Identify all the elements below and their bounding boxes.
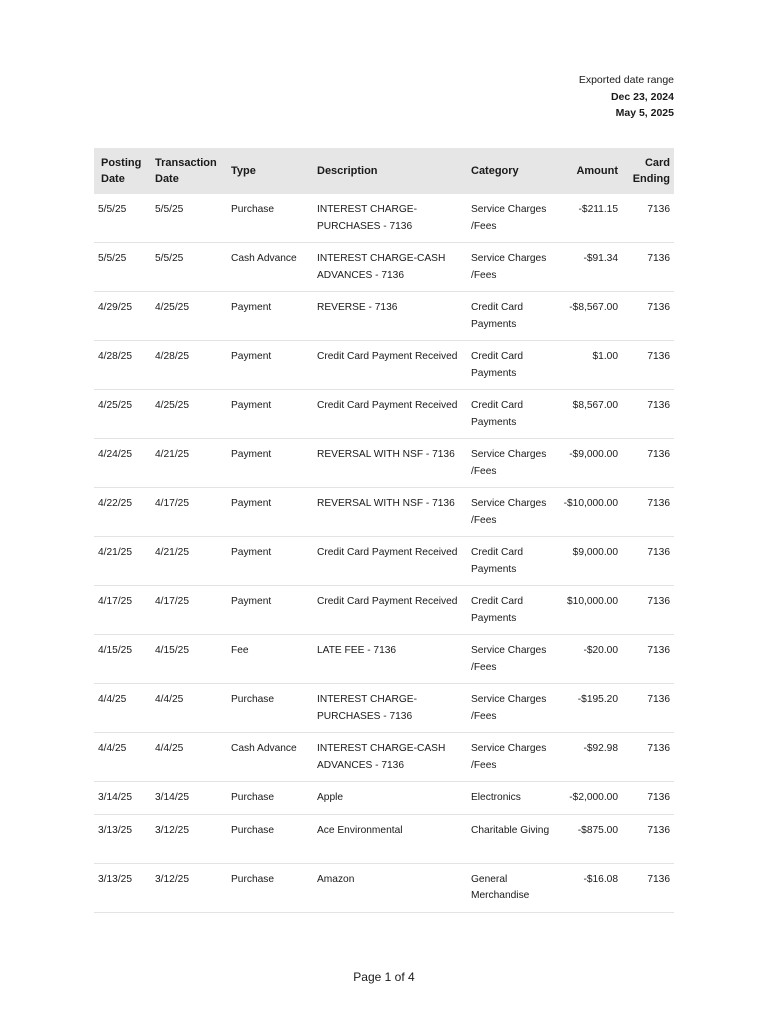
category-cell: Service Charges /Fees [467, 243, 558, 292]
card-ending-cell: 7136 [622, 733, 674, 782]
card-ending-cell: 7136 [622, 488, 674, 537]
amount-cell: -$91.34 [558, 243, 622, 292]
description-cell: Amazon [313, 863, 467, 912]
category-cell: Service Charges /Fees [467, 439, 558, 488]
table-row [94, 341, 674, 390]
category-cell: Service Charges /Fees [467, 733, 558, 782]
posting-date-cell: 3/13/25 [94, 814, 151, 863]
table-row [94, 782, 674, 815]
table-row [94, 814, 674, 863]
transactions-body [94, 194, 674, 912]
type-cell: Purchase [227, 684, 313, 733]
amount-cell: -$875.00 [558, 814, 622, 863]
table-row [94, 439, 674, 488]
card-ending-cell: 7136 [622, 586, 674, 635]
table-row [94, 586, 674, 635]
card-ending-cell: 7136 [622, 782, 674, 815]
description-cell: Credit Card Payment Received [313, 537, 467, 586]
type-cell: Cash Advance [227, 243, 313, 292]
description-cell: REVERSAL WITH NSF - 7136 [313, 439, 467, 488]
amount-cell: -$2,000.00 [558, 782, 622, 815]
description-cell: INTEREST CHARGE-PURCHASES - 7136 [313, 684, 467, 733]
header-amount: Amount [576, 165, 618, 177]
transaction-date-cell: 4/28/25 [151, 341, 227, 390]
card-ending-cell: 7136 [622, 684, 674, 733]
description-cell: Credit Card Payment Received [313, 390, 467, 439]
description-cell: INTEREST CHARGE-CASH ADVANCES - 7136 [313, 243, 467, 292]
type-cell: Payment [227, 537, 313, 586]
description-cell: Credit Card Payment Received [313, 586, 467, 635]
type-cell: Purchase [227, 194, 313, 243]
category-cell: Service Charges /Fees [467, 488, 558, 537]
transaction-date-cell: 4/4/25 [151, 733, 227, 782]
amount-cell: $8,567.00 [558, 390, 622, 439]
amount-cell: -$195.20 [558, 684, 622, 733]
header-category: Category [471, 165, 519, 177]
export-date-range [579, 72, 674, 122]
description-cell: INTEREST CHARGE-CASH ADVANCES - 7136 [313, 733, 467, 782]
description-cell: Credit Card Payment Received [313, 341, 467, 390]
description-cell: Ace Environmental [313, 814, 467, 863]
card-ending-cell: 7136 [622, 390, 674, 439]
transaction-date-cell: 3/12/25 [151, 814, 227, 863]
type-cell: Purchase [227, 782, 313, 815]
posting-date-cell: 3/13/25 [94, 863, 151, 912]
transaction-date-cell: 4/21/25 [151, 537, 227, 586]
transaction-date-cell: 4/15/25 [151, 635, 227, 684]
description-cell: REVERSE - 7136 [313, 292, 467, 341]
category-cell: Service Charges /Fees [467, 635, 558, 684]
type-cell: Cash Advance [227, 733, 313, 782]
posting-date-cell: 4/24/25 [94, 439, 151, 488]
export-range-start: Dec 23, 2024 [610, 90, 674, 103]
card-ending-cell: 7136 [622, 439, 674, 488]
transaction-date-cell: 5/5/25 [151, 194, 227, 243]
transaction-date-cell: 4/17/25 [151, 488, 227, 537]
card-ending-cell: 7136 [622, 537, 674, 586]
header-card-ending: Card Ending [632, 157, 670, 185]
table-row [94, 390, 674, 439]
amount-cell: $10,000.00 [558, 586, 622, 635]
category-cell: Credit Card Payments [467, 586, 558, 635]
posting-date-cell: 5/5/25 [94, 243, 151, 292]
type-cell: Purchase [227, 863, 313, 912]
amount-cell: $9,000.00 [558, 537, 622, 586]
transaction-date-cell: 4/21/25 [151, 439, 227, 488]
amount-cell: -$20.00 [558, 635, 622, 684]
type-cell: Payment [227, 390, 313, 439]
export-range-label: Exported date range [578, 74, 674, 86]
description-cell: REVERSAL WITH NSF - 7136 [313, 488, 467, 537]
amount-cell: -$8,567.00 [558, 292, 622, 341]
transaction-date-cell: 3/12/25 [151, 863, 227, 912]
card-ending-cell: 7136 [622, 243, 674, 292]
transactions-table [94, 148, 674, 913]
posting-date-cell: 4/28/25 [94, 341, 151, 390]
category-cell: Credit Card Payments [467, 292, 558, 341]
transaction-date-cell: 4/4/25 [151, 684, 227, 733]
card-ending-cell: 7136 [622, 635, 674, 684]
category-cell: Credit Card Payments [467, 537, 558, 586]
category-cell: Electronics [467, 782, 558, 815]
type-cell: Fee [227, 635, 313, 684]
posting-date-cell: 4/29/25 [94, 292, 151, 341]
table-row [94, 194, 674, 243]
type-cell: Payment [227, 439, 313, 488]
page-number: Page 1 of 4 [353, 970, 415, 984]
transaction-date-cell: 3/14/25 [151, 782, 227, 815]
header-transaction-date: Transaction Date [155, 157, 217, 185]
posting-date-cell: 5/5/25 [94, 194, 151, 243]
type-cell: Payment [227, 488, 313, 537]
posting-date-cell: 4/4/25 [94, 684, 151, 733]
posting-date-cell: 4/25/25 [94, 390, 151, 439]
category-cell: General Merchandise [467, 863, 558, 912]
amount-cell: $1.00 [558, 341, 622, 390]
category-cell: Service Charges /Fees [467, 194, 558, 243]
table-row [94, 863, 674, 912]
table-row [94, 537, 674, 586]
amount-cell: -$92.98 [558, 733, 622, 782]
header-type: Type [231, 165, 256, 177]
posting-date-cell: 3/14/25 [94, 782, 151, 815]
header-description: Description [317, 165, 378, 177]
transaction-date-cell: 4/25/25 [151, 292, 227, 341]
card-ending-cell: 7136 [622, 341, 674, 390]
table-row [94, 684, 674, 733]
table-row [94, 733, 674, 782]
description-cell: LATE FEE - 7136 [313, 635, 467, 684]
type-cell: Payment [227, 341, 313, 390]
table-row [94, 635, 674, 684]
type-cell: Payment [227, 292, 313, 341]
posting-date-cell: 4/21/25 [94, 537, 151, 586]
amount-cell: -$9,000.00 [558, 439, 622, 488]
posting-date-cell: 4/4/25 [94, 733, 151, 782]
category-cell: Charitable Giving [467, 814, 558, 863]
table-header-row [94, 148, 674, 194]
category-cell: Credit Card Payments [467, 390, 558, 439]
transaction-date-cell: 5/5/25 [151, 243, 227, 292]
category-cell: Credit Card Payments [467, 341, 558, 390]
header-posting-date: Posting Date [101, 157, 142, 185]
amount-cell: -$10,000.00 [558, 488, 622, 537]
posting-date-cell: 4/15/25 [94, 635, 151, 684]
description-cell: INTEREST CHARGE-PURCHASES - 7136 [313, 194, 467, 243]
transaction-date-cell: 4/17/25 [151, 586, 227, 635]
card-ending-cell: 7136 [622, 814, 674, 863]
category-cell: Service Charges /Fees [467, 684, 558, 733]
table-row [94, 243, 674, 292]
table-row [94, 292, 674, 341]
amount-cell: -$16.08 [558, 863, 622, 912]
posting-date-cell: 4/17/25 [94, 586, 151, 635]
description-cell: Apple [313, 782, 467, 815]
posting-date-cell: 4/22/25 [94, 488, 151, 537]
card-ending-cell: 7136 [622, 194, 674, 243]
type-cell: Payment [227, 586, 313, 635]
type-cell: Purchase [227, 814, 313, 863]
amount-cell: -$211.15 [558, 194, 622, 243]
card-ending-cell: 7136 [622, 292, 674, 341]
transaction-date-cell: 4/25/25 [151, 390, 227, 439]
table-row [94, 488, 674, 537]
card-ending-cell: 7136 [622, 863, 674, 912]
export-range-end: May 5, 2025 [615, 107, 674, 119]
